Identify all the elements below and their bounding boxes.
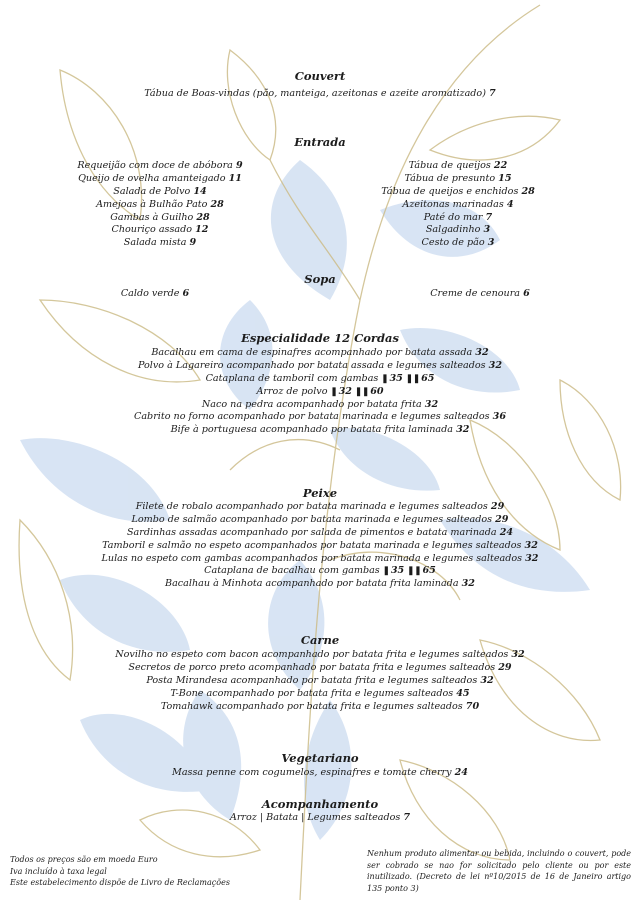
- item-name: Polvo à Lagareiro acompanhado por batata assada e legumes salteados: [137, 359, 486, 371]
- carne-title: Carne: [300, 633, 340, 647]
- item-price: 32: [511, 649, 525, 660]
- item-price: 32: [456, 424, 470, 436]
- list-item: [0, 701, 640, 714]
- item-name: Gambas à Guilho: [110, 211, 194, 223]
- peixe-list: [0, 501, 640, 591]
- item-name: Sardinhas assadas acompanhado por salada de pimentos e batata marinada: [126, 526, 497, 538]
- couvert-title: Couvert: [294, 69, 346, 83]
- list-item: [0, 501, 640, 514]
- item-price: 29: [495, 513, 509, 525]
- list-item: [0, 675, 640, 688]
- item-name: Tamboril e salmão no espeto acompanhados por batata marinada e legumes salteados: [102, 539, 522, 551]
- item-price: 70: [465, 700, 480, 712]
- item-name: Lulas no espeto com gambas acompanhados por batata marinada e legumes salteados: [101, 552, 523, 564]
- item-name: Tábua de queijos e enchidos: [381, 185, 519, 197]
- list-item: [0, 649, 640, 662]
- item-name: Paté do mar: [423, 211, 483, 223]
- especialidade-title: Especialidade 12 Cordas: [241, 331, 399, 345]
- list-item: [0, 767, 640, 780]
- item-price: 6: [182, 288, 190, 299]
- two-persons-icon: ❚❚: [407, 566, 422, 577]
- item-name: Massa penne com cogumelos, espinafres e tomate cherry: [172, 767, 452, 778]
- item-name: Filete de robalo acompanhado por batata marinada e legumes salteados: [135, 501, 488, 512]
- two-persons-icon: ❚❚: [405, 373, 421, 384]
- vegetariano-title: Vegetariano: [281, 751, 359, 765]
- sopa-right: [410, 288, 550, 301]
- item-price-two-persons: 60: [370, 385, 384, 397]
- sopa-left: [100, 288, 210, 301]
- two-persons-icon: ❚❚: [354, 386, 370, 397]
- item-price: 9: [189, 237, 197, 249]
- item-price: 4: [506, 198, 514, 210]
- item-price: 7: [403, 812, 411, 823]
- item-price: 29: [498, 661, 512, 673]
- list-item: [356, 224, 560, 237]
- item-price-two-persons: 65: [421, 372, 435, 384]
- list-item: [0, 360, 640, 373]
- item-name: Salgadinho: [425, 224, 481, 236]
- item-name: Creme de cenoura: [430, 288, 521, 299]
- item-name: Bacalhau à Minhota acompanhado por batata frita laminada: [165, 578, 459, 590]
- list-item: [356, 212, 560, 225]
- item-price: 45: [456, 687, 470, 699]
- item-name: Posta Mirandesa acompanhado por batata frita e legumes salteados: [146, 674, 478, 686]
- item-name: Tábua de Boas-vindas (pão, manteiga, azeitonas e azeite aromatizado): [144, 88, 486, 99]
- vegetariano-list: [0, 767, 640, 780]
- list-item: [60, 173, 260, 186]
- item-price: 3: [487, 237, 495, 249]
- item-name: Arroz de polvo: [256, 385, 328, 397]
- item-price: 3: [483, 224, 491, 236]
- person-icon: ❚: [330, 386, 338, 397]
- item-price: 32: [475, 347, 489, 358]
- item-price: 32: [461, 578, 475, 590]
- item-price-one-person: 35: [389, 372, 403, 384]
- list-item: [60, 160, 260, 173]
- list-item: [356, 160, 560, 173]
- item-name: Caldo verde: [120, 288, 180, 299]
- item-price: 32: [480, 674, 494, 686]
- list-item: [0, 347, 640, 360]
- item-name: Secretos de porco preto acompanhado por batata frita e legumes salteados: [128, 661, 496, 673]
- item-price: 9: [235, 160, 243, 171]
- list-item: [0, 540, 640, 553]
- item-name: T-Bone acompanhado por batata frita e legumes salteados: [170, 687, 454, 699]
- list-item: [0, 578, 640, 591]
- item-price: 24: [454, 767, 468, 778]
- entrada-left-column: [60, 160, 260, 250]
- item-price: 6: [523, 288, 530, 299]
- item-name: Lombo de salmão acompanhado por batata marinada e legumes salteados: [131, 513, 493, 525]
- item-name: Bacalhau em cama de espinafres acompanhado por batata assada: [151, 347, 473, 358]
- footer-note: Iva incluído à taxa legal: [10, 866, 107, 876]
- list-item: [60, 186, 260, 199]
- list-item: [356, 199, 560, 212]
- item-name: Queijo de ovelha amanteigado: [78, 172, 226, 184]
- list-item: [60, 199, 260, 212]
- list-item: [0, 688, 640, 701]
- acompanhamento-title: Acompanhamento: [261, 797, 379, 811]
- item-price: 32: [525, 552, 539, 564]
- item-price: 32: [488, 359, 503, 371]
- item-price: 36: [492, 411, 506, 423]
- item-name: Tábua de presunto: [404, 172, 496, 184]
- acompanhamento-list: [0, 812, 640, 825]
- item-price: 15: [498, 172, 512, 184]
- item-price: 14: [193, 185, 207, 197]
- list-item: [410, 288, 550, 301]
- item-name: Salada mista: [123, 237, 187, 249]
- item-price: 7: [489, 88, 496, 99]
- footer-left-notes: [10, 854, 290, 889]
- item-price: 7: [485, 211, 493, 223]
- item-name: Bife à portuguesa acompanhado por batata frita laminada: [170, 424, 453, 436]
- item-price-one-person: 32: [338, 385, 352, 397]
- footer-note: Este estabelecimento dispõe de Livro de Reclamações: [10, 878, 230, 887]
- list-item: [0, 373, 640, 386]
- item-name: Tomahawk acompanhado por batata frita e legumes salteados: [160, 700, 463, 712]
- entrada-right-column: [356, 160, 560, 250]
- item-price: 32: [524, 539, 538, 551]
- item-name: Azeitonas marinadas: [402, 198, 504, 210]
- list-item: [100, 288, 210, 301]
- list-item: [0, 565, 640, 578]
- list-item: [0, 424, 640, 437]
- peixe-title: Peixe: [302, 486, 338, 500]
- item-price: 28: [521, 185, 535, 197]
- item-price: 28: [210, 198, 224, 210]
- item-name: Novilho no espeto com bacon acompanhado por batata frita e legumes salteados: [115, 649, 509, 660]
- item-price-one-person: 35: [390, 565, 405, 577]
- person-icon: ❚: [382, 566, 390, 577]
- item-name: Amejoas à Bulhão Pato: [96, 198, 208, 210]
- sopa-title: Sopa: [304, 272, 336, 286]
- list-item: [0, 514, 640, 527]
- list-item: [0, 812, 640, 825]
- list-item: [0, 399, 640, 412]
- person-icon: ❚: [381, 373, 389, 384]
- list-item: [356, 173, 560, 186]
- item-name: Chouriço assado: [111, 224, 193, 236]
- list-item: [60, 212, 260, 225]
- item-name: Cesto de pão: [421, 237, 485, 249]
- couvert-item: [0, 88, 640, 99]
- item-name: Arroz | Batata | Legumes salteados: [229, 812, 401, 823]
- list-item: [0, 553, 640, 566]
- item-name: Cabrito no forno acompanhado por batata marinada e legumes salteados: [134, 411, 490, 423]
- carne-list: [0, 649, 640, 713]
- item-name: Salada de Polvo: [113, 185, 191, 197]
- list-item: [60, 237, 260, 250]
- item-price: 22: [493, 160, 508, 171]
- list-item: [356, 186, 560, 199]
- item-name: Cataplana de bacalhau com gambas: [204, 565, 380, 577]
- item-price: 24: [499, 526, 514, 538]
- footer-legal-notice: Nenhum produto alimentar ou bebida, incluindo o couvert, pode ser cobrado se nao for solicitado pelo cliente ou por este inutilizado. (Decreto de lei nº10/2015 de 16 de Janeiro artigo 135 ponto 3): [367, 849, 631, 893]
- item-price: 12: [195, 224, 209, 236]
- item-name: Requeijão com doce de abóbora: [77, 160, 233, 171]
- item-price: 11: [228, 172, 242, 184]
- especialidade-list: [0, 347, 640, 437]
- item-price: 29: [490, 501, 505, 512]
- item-name: Naco na pedra acompanhado por batata frita: [201, 398, 422, 410]
- list-item: [356, 237, 560, 250]
- list-item: [0, 662, 640, 675]
- item-name: Tábua de queijos: [408, 160, 491, 171]
- footer-note: Todos os preços são em moeda Euro: [10, 855, 158, 864]
- list-item: [0, 386, 640, 399]
- list-item: [0, 527, 640, 540]
- item-price: 28: [196, 211, 210, 223]
- item-price: 32: [424, 398, 439, 410]
- item-price-two-persons: 65: [422, 565, 436, 577]
- entrada-title: Entrada: [294, 135, 346, 149]
- list-item: [0, 411, 640, 424]
- list-item: [60, 224, 260, 237]
- item-name: Cataplana de tamboril com gambas: [205, 372, 379, 384]
